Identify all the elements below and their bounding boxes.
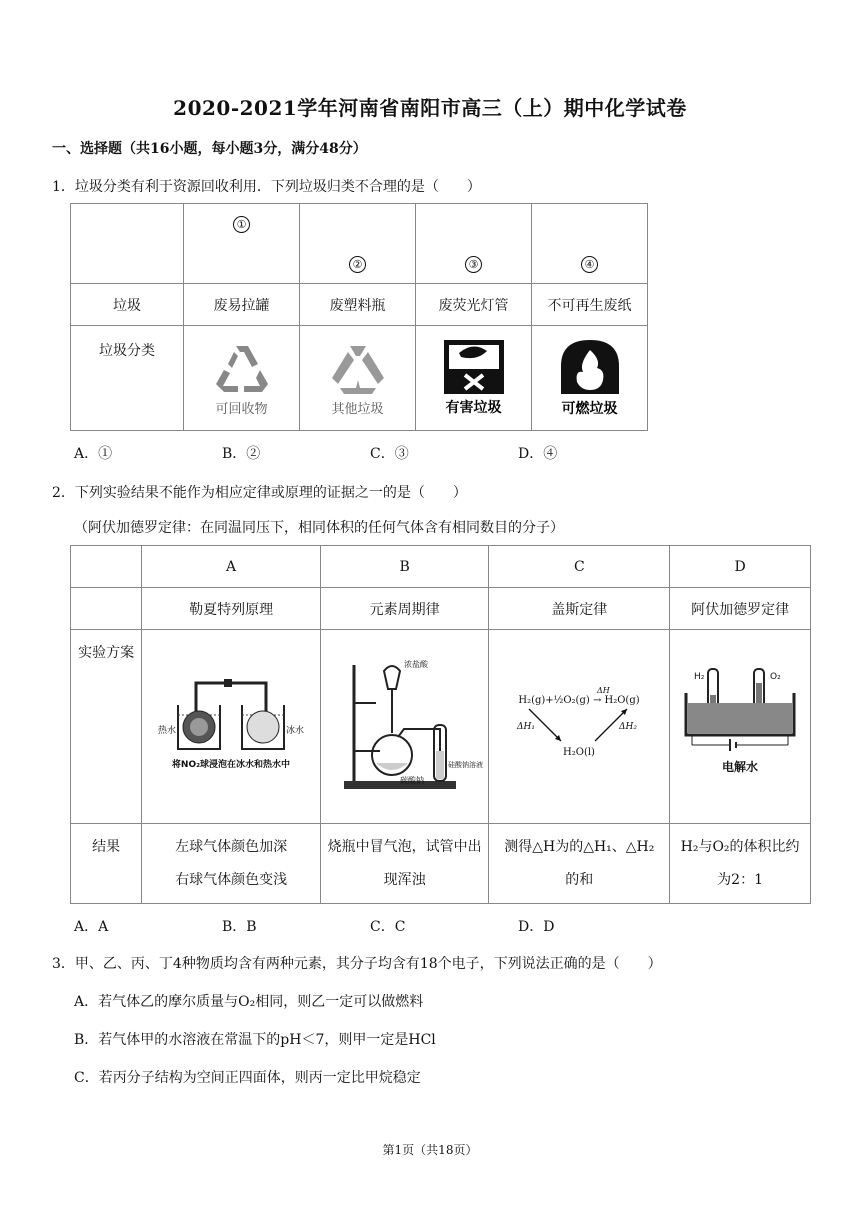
option-c: C．C [370, 919, 406, 935]
result-cell-b [320, 824, 489, 904]
option-a: A．A [74, 919, 109, 935]
num-4: ④ [581, 256, 598, 273]
garbage-cell: 不可再生废纸 [532, 284, 648, 326]
gas-generation-apparatus-figure [340, 655, 483, 795]
law-blank-cell [71, 588, 142, 630]
icon-caption: 其他垃圾 [331, 401, 384, 417]
fig-cell-c [489, 630, 670, 824]
result-line: 左球气体颜色加深 [175, 838, 288, 855]
q3-stem: 3．甲、乙、丙、丁4种物质均含有两种元素，其分子均含有18个电子，下列说法正确的是（ ） [52, 956, 662, 972]
row-label-garbage: 垃圾 [71, 284, 184, 326]
hess-equation: H₂(g)+½O₂(g) → H₂O(g) [518, 694, 640, 706]
option-b: B．② [222, 446, 261, 462]
law-cell: 阿伏加德罗定律 [670, 588, 811, 630]
label-h2o-liquid: H₂O(l) [563, 746, 596, 758]
col-header: B [320, 546, 489, 588]
col-header: D [670, 546, 811, 588]
q3-option-b: B．若气体甲的水溶液在常温下的pH＜7，则甲一定是HCl [74, 1032, 436, 1048]
result-cell-a [142, 824, 321, 904]
q3-option-a: A．若气体乙的摩尔质量与O₂相同，则乙一定可以做燃料 [74, 994, 424, 1010]
hess-law-cycle-figure [499, 685, 659, 765]
law-cell: 勒夏特列原理 [142, 588, 321, 630]
label-conc-hcl: 浓盐酸 [403, 659, 428, 669]
label-na2sio3: 硅酸钠溶液 [447, 760, 483, 769]
icon-cell [416, 326, 532, 431]
q2-options [74, 916, 554, 936]
section-heading: 一、选择题（共16小题，每小题3分，满分48分） [52, 141, 367, 157]
q1-num-cell [416, 204, 532, 284]
label-dh2: ΔH₂ [619, 721, 638, 732]
law-cell: 元素周期律 [320, 588, 489, 630]
q2-stem: 2．下列实验结果不能作为相应定律或原理的证据之一的是（ ） [52, 485, 467, 501]
fig-cell-a [142, 630, 321, 824]
hazardous-waste-icon [443, 339, 505, 395]
page-footer: 第1页（共18页） [382, 1143, 478, 1157]
result-line: 的和 [565, 871, 594, 888]
garbage-cell: 废塑料瓶 [300, 284, 416, 326]
label-dh: ΔH [597, 685, 611, 695]
num-2: ② [349, 256, 366, 273]
recycle-icon [210, 340, 274, 396]
q1-options [74, 443, 557, 463]
row-label-plan: 实验方案 [71, 630, 142, 824]
q2-corner-cell [71, 546, 142, 588]
option-b: B．B [222, 919, 257, 935]
result-line: 测得△H为的△H₁、△H₂ [504, 838, 655, 855]
row-label-class: 垃圾分类 [71, 326, 184, 431]
result-line: H₂与O₂的体积比约 [680, 838, 800, 855]
label-o2: O₂ [770, 671, 781, 682]
q1-num-cell [532, 204, 648, 284]
garbage-cell: 废易拉罐 [184, 284, 300, 326]
fig-cell-b [320, 630, 489, 824]
label-na2co3: 碳酸钠 [399, 775, 424, 785]
result-line: 现浑浊 [383, 871, 426, 888]
result-line: 烧瓶中冒气泡，试管中出 [327, 838, 482, 855]
label-hot-water: 热水 [158, 725, 177, 736]
electrolysis-figure [678, 665, 802, 785]
icon-cell [532, 326, 648, 431]
num-1: ① [233, 216, 250, 233]
flame-icon [559, 338, 621, 396]
q2-table [70, 545, 811, 904]
other-waste-icon [326, 340, 390, 396]
result-cell-d [670, 824, 811, 904]
label-ice-water: 冰水 [286, 725, 305, 736]
fig-cell-d [670, 630, 811, 824]
row-label-result: 结果 [71, 824, 142, 904]
option-c: C．③ [370, 446, 409, 462]
result-cell-c [489, 824, 670, 904]
label-dh1: ΔH₁ [517, 721, 536, 732]
figure-a-caption: 将NO₂球浸泡在冰水和热水中 [172, 759, 291, 770]
result-line: 右球气体颜色变浅 [175, 871, 288, 888]
num-3: ③ [465, 256, 482, 273]
option-d: D．D [518, 919, 555, 935]
result-line: 为2：1 [717, 871, 763, 888]
label-h2: H₂ [694, 671, 705, 682]
law-cell: 盖斯定律 [489, 588, 670, 630]
electrolysis-caption: 电解水 [722, 759, 759, 774]
icon-caption: 有害垃圾 [445, 400, 502, 416]
q1-num-cell [184, 204, 300, 284]
q1-corner-cell [71, 204, 184, 284]
option-d: D．④ [518, 446, 558, 462]
q1-stem: 1．垃圾分类有利于资源回收利用．下列垃圾归类不合理的是（ ） [52, 179, 481, 195]
q1-table [70, 203, 648, 431]
icon-caption: 可燃垃圾 [561, 401, 618, 417]
col-header: A [142, 546, 321, 588]
icon-cell [300, 326, 416, 431]
q1-num-cell [300, 204, 416, 284]
exam-title: 2020-2021学年河南省南阳市高三（上）期中化学试卷 [173, 96, 687, 120]
icon-caption: 可回收物 [215, 401, 268, 417]
option-a: A．① [74, 446, 113, 462]
garbage-cell: 废荧光灯管 [416, 284, 532, 326]
q2-note: （阿伏加德罗定律：在同温同压下，相同体积的任何气体含有相同数目的分子） [74, 520, 564, 536]
col-header: C [489, 546, 670, 588]
icon-cell [184, 326, 300, 431]
q3-option-c: C．若丙分子结构为空间正四面体，则丙一定比甲烷稳定 [74, 1070, 421, 1086]
no2-bulb-apparatus-figure [156, 675, 306, 775]
